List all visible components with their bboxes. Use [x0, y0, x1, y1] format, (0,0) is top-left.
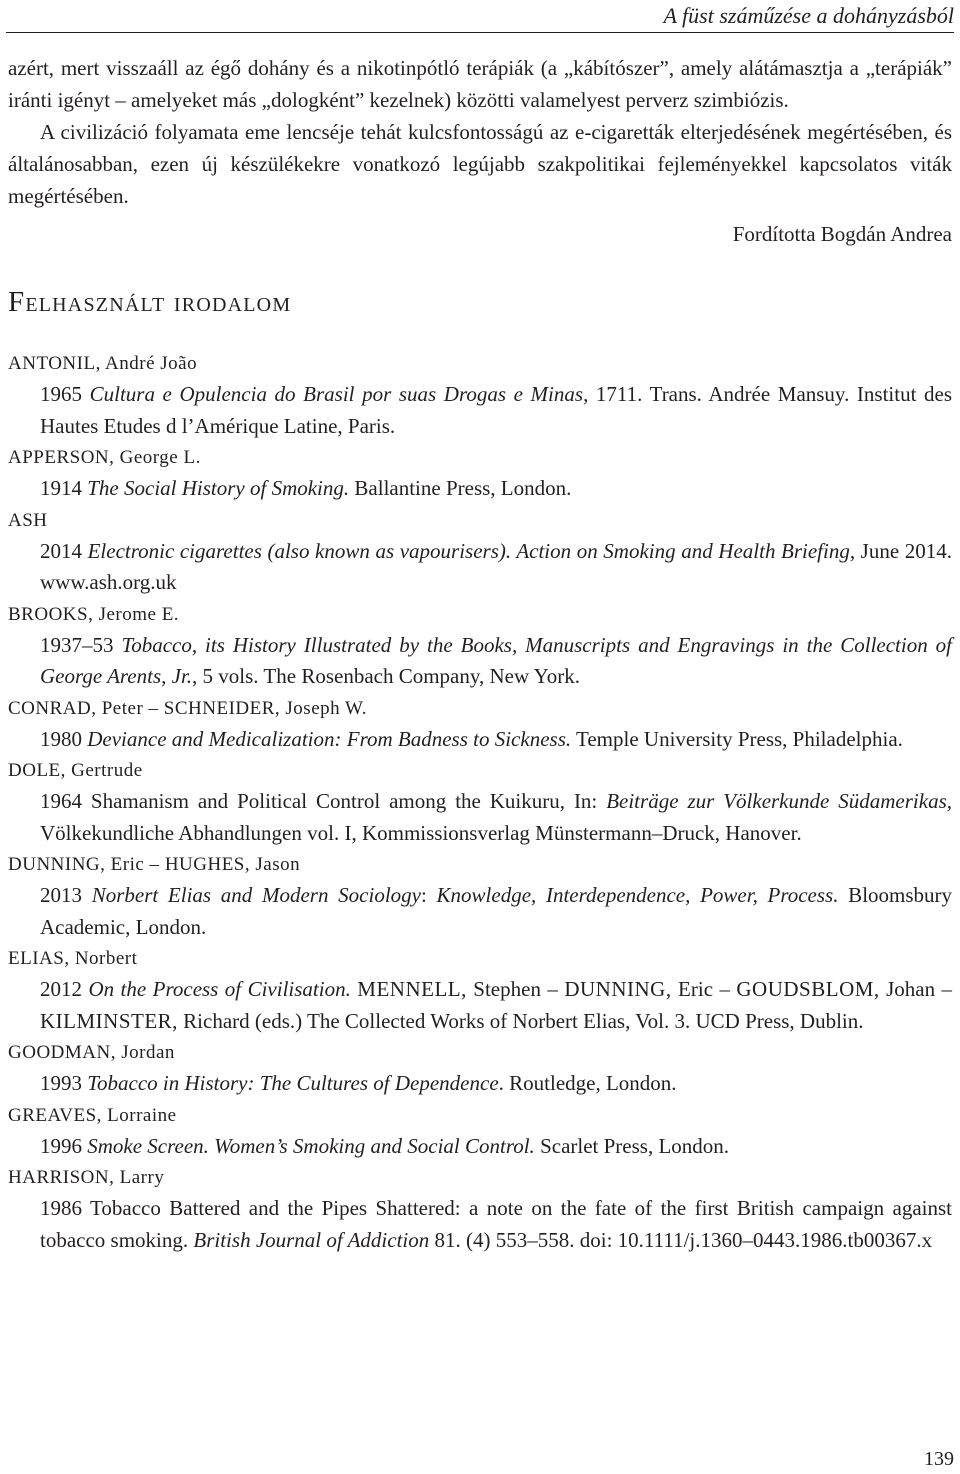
reference-text: 2013	[40, 883, 92, 907]
author-surname: CONRAD,	[8, 697, 97, 719]
reference-item	[8, 943, 952, 1037]
author-surname: DUNNING,	[8, 854, 106, 875]
translator-credit: Fordította Bogdán Andrea	[732, 222, 952, 246]
reference-text: Stephen –	[466, 977, 565, 1001]
reference-text: June 2014. www.ash.org.uk	[40, 538, 952, 594]
reference-title: Knowledge, Interdependence, Power, Process.	[436, 883, 839, 907]
author-given-name: André João	[100, 353, 198, 374]
reference-item	[8, 442, 952, 505]
reference-text: Bloomsbury Academic, London.	[40, 883, 953, 939]
reference-text: Ballantine Press, London.	[349, 476, 572, 500]
reference-author	[8, 348, 952, 379]
reference-entry	[8, 724, 952, 756]
section-title: Felhasznált irodalom	[8, 286, 292, 318]
reference-author	[8, 1162, 952, 1193]
reference-entry	[8, 536, 952, 599]
reference-text: 1914	[40, 476, 88, 500]
reference-author	[8, 1037, 952, 1068]
reference-text: Eric –	[671, 977, 737, 1001]
reference-text: Völkekundliche Abhandlungen vol. I, Kommissionsverlag Münstermann–Druck, Hanover.	[40, 820, 802, 845]
reference-text: 1993	[40, 1071, 88, 1095]
reference-entry	[8, 473, 952, 505]
reference-item	[8, 1100, 952, 1163]
reference-text: MENNELL,	[357, 977, 467, 1001]
author-surname: APPERSON,	[8, 447, 115, 468]
reference-text: 1937–53	[40, 632, 122, 657]
reference-text: KILMINSTER,	[40, 1008, 178, 1033]
author-given-name: Norbert	[69, 948, 138, 969]
reference-title: Electronic cigarettes (also known as vapourisers). Action on Smoking and Health Briefing,	[87, 538, 856, 563]
reference-author	[8, 599, 952, 630]
reference-author	[8, 505, 952, 536]
reference-item	[8, 599, 952, 693]
reference-text: 81. (4) 553–558. doi: 10.1111/j.1360–0443.1986.tb00367.x	[429, 1227, 933, 1252]
reference-entry	[8, 1068, 952, 1100]
author-given-name: Larry	[114, 1167, 165, 1188]
author-given-name: Lorraine	[101, 1104, 177, 1126]
reference-title: Smoke Screen. Women’s Smoking and Social Control.	[87, 1133, 535, 1158]
reference-title: Cultura e Opulencia do Brasil por suas Drogas e Minas	[89, 382, 584, 406]
reference-item	[8, 348, 952, 442]
author-surname: GOODMAN,	[8, 1042, 116, 1063]
reference-entry	[8, 630, 952, 693]
reference-text: 1986 Tobacco Battered and the Pipes Shattered: a note on the fate of the first British campaign against tobacco smoking.	[40, 1196, 952, 1252]
page-body	[8, 52, 952, 1256]
reference-text: :	[420, 883, 437, 907]
reference-title: Tobacco, its History Illustrated by the Books, Manuscripts and Engravings in the Collection of George Arents, Jr.	[40, 632, 952, 688]
reference-entry	[8, 379, 952, 442]
reference-author	[8, 1100, 952, 1131]
author-given-name: Joseph W.	[280, 697, 367, 719]
paragraph-continued: azért, mert visszaáll az égő dohány és a nikotinpótló terápiák (a „kábítószer”, amely alátámasztja a „terápiák” iránti igényt – amelyeket más „dologként” kezelnek) közötti valamelyest perverz szimbiózis.	[8, 56, 952, 112]
reference-author	[8, 693, 952, 724]
reference-text: GOUDSBLOM,	[736, 977, 880, 1001]
reference-author	[8, 849, 952, 880]
author-surname: ANTONIL,	[8, 353, 101, 374]
reference-text: Richard (eds.) The Collected Works of Norbert Elias, Vol. 3. UCD Press, Dublin.	[177, 1008, 864, 1033]
reference-title: The Social History of Smoking.	[87, 476, 350, 500]
author-surname: DOLE,	[8, 760, 66, 781]
reference-list	[8, 348, 952, 1256]
header-rule	[6, 32, 954, 33]
reference-title: On the Process of Civilisation.	[88, 977, 351, 1001]
author-given-name: Jason	[250, 854, 301, 875]
author-surname: GREAVES,	[8, 1104, 102, 1126]
reference-item	[8, 1037, 952, 1100]
reference-text: DUNNING,	[564, 977, 672, 1001]
reference-title: Tobacco in History: The Cultures of Dependence	[87, 1071, 499, 1095]
reference-text: 2014	[40, 538, 88, 563]
reference-entry	[8, 1131, 952, 1163]
reference-text: 1996	[40, 1133, 88, 1158]
reference-text: Temple University Press, Philadelphia.	[571, 726, 903, 751]
author-surname: ASH	[8, 509, 48, 531]
reference-title: British Journal of Addiction	[193, 1227, 430, 1252]
reference-title: Deviance and Medicalization: From Badness to Sickness.	[87, 726, 572, 751]
paragraph: A civilizáció folyamata eme lencséje tehát kulcsfontosságú az e-cigaretták elterjedésének megértésében, és általánosabban, ezen új készülékekre vonatkozó legújabb szakpolitikai fejleményekkel kapcsolatos viták megértésében.	[8, 120, 952, 208]
reference-text: Scarlet Press, London.	[534, 1133, 730, 1158]
reference-author	[8, 943, 952, 974]
reference-text: 1980	[40, 726, 88, 751]
reference-item	[8, 849, 952, 943]
reference-entry	[8, 880, 952, 943]
reference-item	[8, 693, 952, 756]
author-given-name: Gertrude	[65, 760, 143, 781]
reference-item	[8, 505, 952, 599]
reference-item	[8, 755, 952, 849]
running-head: A füst száműzése a dohányzásból	[663, 3, 954, 28]
reference-entry	[8, 1193, 952, 1256]
reference-text: . Routledge, London.	[498, 1071, 677, 1095]
reference-text: 1964 Shamanism and Political Control among the Kuikuru, In:	[40, 789, 607, 813]
reference-author	[8, 755, 952, 786]
author-given-name: Peter –	[96, 697, 164, 719]
reference-title: Norbert Elias and Modern Sociology	[91, 883, 421, 907]
reference-title: Beiträge zur Völkerkunde Südamerikas,	[606, 789, 952, 813]
reference-text: , 5 vols. The Rosenbach Company, New York.	[192, 664, 580, 688]
reference-text: , 1711. Trans. Andrée Mansuy. Institut des Hautes Etudes d l’Amérique Latine, Paris.	[40, 382, 953, 438]
author-surname: ELIAS,	[8, 948, 70, 969]
author-surname: SCHNEIDER,	[163, 697, 281, 719]
author-surname: HUGHES,	[164, 854, 251, 875]
author-surname: HARRISON,	[8, 1167, 115, 1188]
reference-item	[8, 1162, 952, 1256]
author-given-name: George L.	[114, 447, 201, 468]
page-number: 139	[924, 1448, 954, 1470]
reference-author	[8, 442, 952, 473]
reference-text: Johan –	[879, 977, 953, 1001]
reference-text: 1965	[40, 382, 90, 406]
reference-entry	[8, 974, 952, 1037]
author-given-name: Jerome E.	[93, 603, 180, 625]
author-given-name: Jordan	[115, 1042, 175, 1063]
reference-entry	[8, 786, 952, 849]
reference-text: 2012	[40, 977, 89, 1001]
author-given-name: Eric –	[105, 854, 165, 875]
author-surname: BROOKS,	[8, 603, 94, 625]
